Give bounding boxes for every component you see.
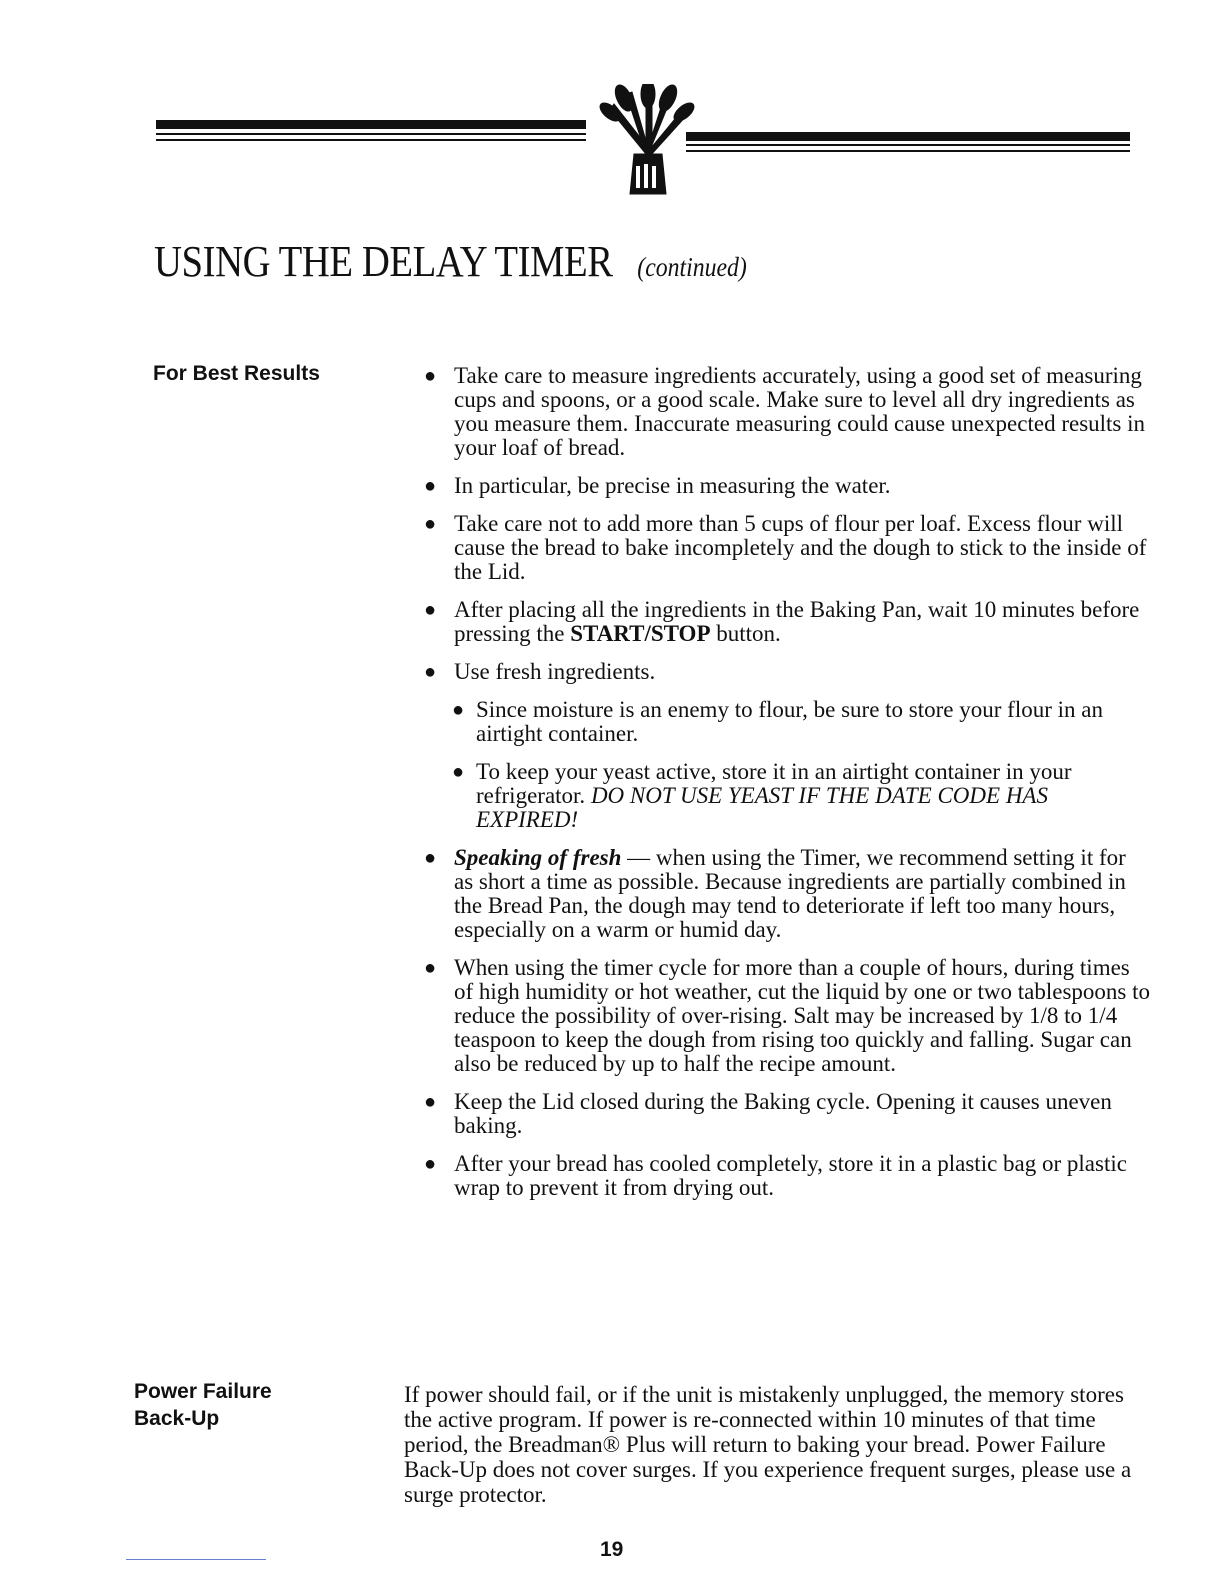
title-main: USING THE DELAY TIMER bbox=[154, 237, 613, 286]
page-number: 19 bbox=[600, 1538, 624, 1561]
list-item: ● After your bread has cooled completely, store it in a plastic bag or plastic wrap to prevent it from drying out. bbox=[424, 1151, 1127, 1200]
power-failure-text: If power should fail, or if the unit is mistakenly unplugged, the memory stores the active program. If power is re-connected within 10 minutes of that time period, the Breadman® Plus will return to baking your bread. Power Failure Back-Up does not cover surges. If you experience frequent surges, please use a surge protector. bbox=[404, 1382, 1132, 1507]
list-item: ● After placing all the ingredients in the Baking Pan, wait 10 minutes before pressing the START/STOP button. bbox=[424, 597, 1140, 646]
list-item: ● Use fresh ingredients. bbox=[424, 659, 656, 684]
list-item: ● Speaking of fresh — when using the Timer, we recommend setting it for as short a time as possible. Because ingredients are partially combined in the Bread Pan, the dough may tend to deteriorate if left too many hours, especially on a warm or humid day. bbox=[424, 845, 1126, 942]
list-item: ● When using the timer cycle for more than a couple of hours, during times of high humidity or hot weather, cut the liquid by one or two tablespoons to reduce the possibility of over-rising. Salt may be increased by 1/8 to 1/4 teaspoon to keep the dough from rising too quickly and falling. Sugar can also be reduced by up to half the recipe amount. bbox=[424, 955, 1150, 1076]
wheat-sheaf-icon bbox=[596, 84, 696, 204]
footer-line bbox=[126, 1559, 266, 1560]
power-failure-heading bbox=[134, 1378, 354, 1432]
speaking-of-fresh-lead: Speaking of fresh bbox=[454, 845, 622, 870]
list-item: ● Keep the Lid closed during the Baking cycle. Opening it causes uneven baking. bbox=[424, 1089, 1112, 1138]
list-item: ● In particular, be precise in measuring the water. bbox=[424, 473, 891, 498]
start-stop-label: START/STOP bbox=[570, 621, 711, 646]
page-title bbox=[154, 236, 747, 287]
yeast-warning: DO NOT USE YEAST IF THE DATE CODE HAS EXPIRED! bbox=[476, 783, 1048, 832]
title-suffix: (continued) bbox=[637, 252, 747, 282]
sub-list-item: ● Since moisture is an enemy to flour, be sure to store your flour in an airtight container. bbox=[452, 697, 1103, 746]
sub-list-item: ● To keep your yeast active, store it in an airtight container in your refrigerator. DO NOT USE YEAST IF THE DATE CODE HAS EXPIRED! bbox=[452, 759, 1072, 832]
best-results-list bbox=[410, 364, 1150, 1214]
best-results-heading: For Best Results bbox=[153, 362, 320, 385]
list-item: ● Take care not to add more than 5 cups of flour per loaf. Excess flour will cause the bread to bake incompletely and the dough to stick to the inside of the Lid. bbox=[424, 511, 1147, 584]
list-item: ● Take care to measure ingredients accurately, using a good set of measuring cups and spoons, or a good scale. Make sure to level all dry ingredients as you measure them. Inaccurate measuring could cause unexpected results in your loaf of bread. bbox=[424, 363, 1146, 460]
power-failure-heading-line1: Power Failure bbox=[134, 1380, 272, 1403]
header-rule bbox=[156, 112, 1130, 192]
power-failure-heading-line2: Back-Up bbox=[134, 1407, 220, 1430]
